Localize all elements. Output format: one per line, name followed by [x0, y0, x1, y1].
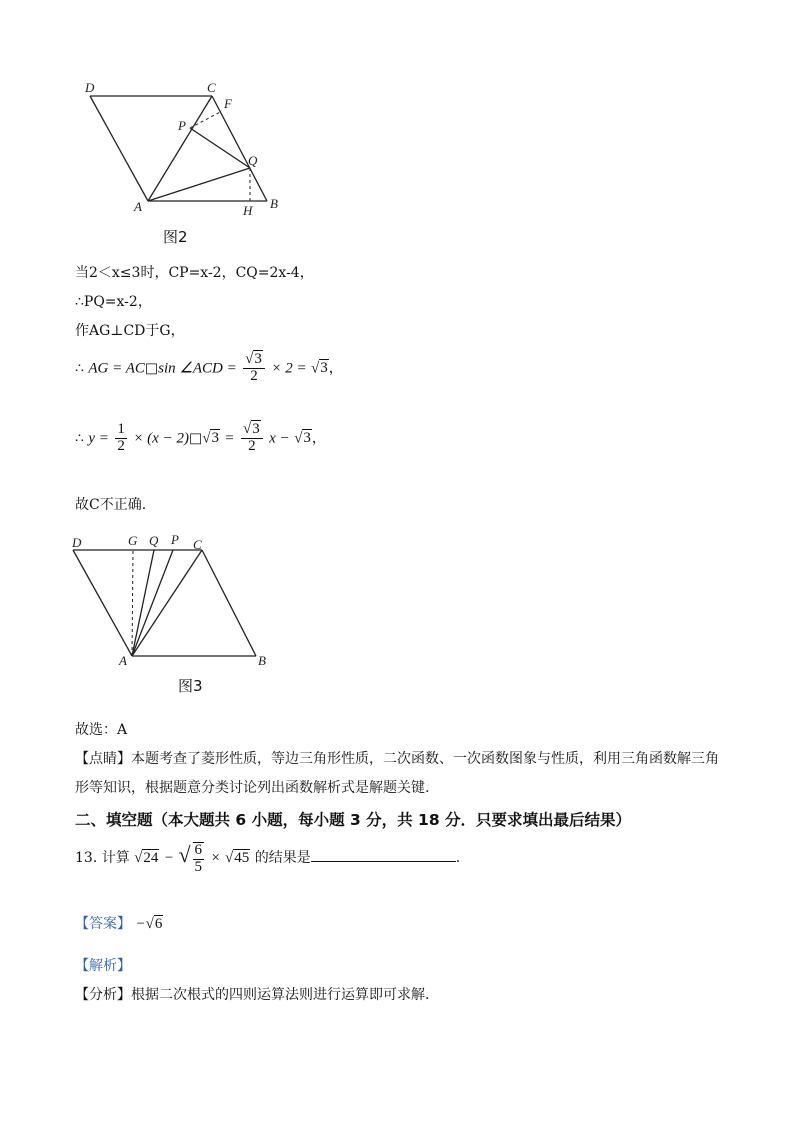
figure-3-diagram [70, 528, 280, 673]
ag-formula: ∴ AG = AC□sin ∠ACD = $\frac{√3}{2}$ × 2 = √3， [75, 351, 343, 384]
fig3-edge-cb [202, 550, 256, 656]
fig2-label-d: D [85, 80, 95, 95]
construct-line: 作AG⊥CD于G， [75, 323, 185, 339]
fig3-label-p: P [171, 532, 179, 547]
question-13: 13. 计算 √24 − √ $\frac{6}{5}$ × √45 的结果是 . [75, 842, 461, 875]
sqrt-icon: √ [202, 430, 211, 447]
answer-blank[interactable] [311, 849, 456, 862]
comment-line-2: 形等知识，根据题意分类讨论列出函数解析式是解题关键. [75, 780, 430, 796]
sqrt-icon: √ [178, 842, 191, 868]
sqrt-icon: √ [134, 850, 143, 867]
fig3-edge-da [73, 550, 132, 656]
comment-text-1: 本题考查了菱形性质，等边三角形性质，二次函数、一次函数图象与性质，利用三角函数解三角 [131, 751, 719, 767]
analysis-tag: 【解析】 [75, 958, 131, 974]
analysis-text: 根据二次根式的四则运算法则进行运算即可求解. [131, 987, 430, 1003]
fig2-edge-aq [148, 168, 250, 201]
section-heading: 二、填空题（本大题共 6 小题，每小题 3 分，共 18 分．只要求填出最后结果） [75, 811, 632, 829]
sqrt-term: √3 [294, 430, 311, 447]
fig2-edge-ac [148, 96, 212, 201]
y-xpart: × (x − 2) [133, 430, 189, 447]
answer-choice-line: 故选：A [75, 722, 128, 738]
sqrt-term: √24 [134, 850, 159, 867]
sqrt-icon: √ [294, 430, 303, 447]
fig3-label-c: C [193, 537, 202, 552]
sqrt-fraction: √ $\frac{6}{5}$ [178, 842, 203, 875]
comment-tag: 【点睛】 [75, 751, 131, 767]
fig3-label-q: Q [149, 533, 159, 548]
ag-sin: sin ∠ACD = [158, 360, 237, 377]
figure-2-diagram [70, 75, 300, 220]
fig3-label-a: A [119, 653, 127, 668]
answer-tag: 【答案】 [75, 916, 131, 932]
fraction: $\frac{√3}{2}$ [241, 422, 263, 455]
comment-line-1 [75, 748, 719, 768]
ag-lhs: AG = AC [88, 360, 145, 377]
placeholder-box-icon: □ [188, 430, 203, 447]
placeholder-box-icon: □ [144, 360, 159, 377]
fig2-label-h: H [243, 203, 253, 218]
sqrt-term: √3 [311, 360, 328, 377]
y-lhs: y = [88, 430, 109, 447]
y-formula: ∴ y = $\frac{1}{2}$ × (x − 2)□√3 = $\frac{√3}{2}$ x − √3， [75, 421, 326, 454]
analysis-line [75, 984, 429, 1004]
fig3-label-d: D [72, 535, 82, 550]
y-xminus: x − [269, 430, 290, 447]
fig2-label-p: P [178, 118, 186, 133]
sqrt-icon: √ [311, 360, 320, 377]
fraction: $\frac{1}{2}$ [117, 421, 125, 454]
ag-times: × 2 = [271, 360, 307, 377]
fig2-label-a: A [134, 199, 142, 214]
answer-line: 【答案】 −√6 [75, 916, 163, 932]
pq-line: ∴PQ=x-2， [75, 294, 152, 310]
therefore-symbol: ∴ [75, 360, 84, 377]
fraction: $\frac{√3}{2}$ [243, 352, 265, 385]
sqrt-term: √3 [202, 430, 219, 447]
sqrt-term: √45 [225, 850, 250, 867]
fig2-label-c: C [207, 80, 216, 95]
fig2-edge-pq [190, 128, 250, 168]
figure-2-caption: 图2 [163, 228, 188, 246]
question-13-prefix: 13. 计算 [75, 850, 130, 867]
sqrt-icon: √ [145, 916, 154, 932]
fig2-label-f: F [224, 96, 232, 111]
therefore-symbol: ∴ [75, 430, 84, 447]
sqrt-icon: √ [245, 351, 254, 367]
fig3-label-g: G [128, 533, 138, 548]
fig3-label-b: B [258, 653, 266, 668]
fig3-dashed-ag [132, 550, 133, 656]
sqrt-term: √6 [145, 916, 163, 932]
case-line: 当2＜x≤3时，CP=x-2，CQ=2x-4， [75, 265, 314, 281]
sqrt-icon: √ [225, 850, 234, 867]
conclusion-line: 故C不正确. [75, 497, 147, 513]
analysis-sub-tag: 【分析】 [75, 987, 131, 1003]
figure-3-caption: 图3 [178, 677, 203, 695]
fig2-edge-da [90, 96, 148, 201]
question-13-suffix: 的结果是 [254, 850, 311, 867]
sqrt-icon: √ [242, 421, 252, 437]
fig2-label-q: Q [248, 153, 258, 168]
fig2-label-b: B [270, 196, 278, 211]
